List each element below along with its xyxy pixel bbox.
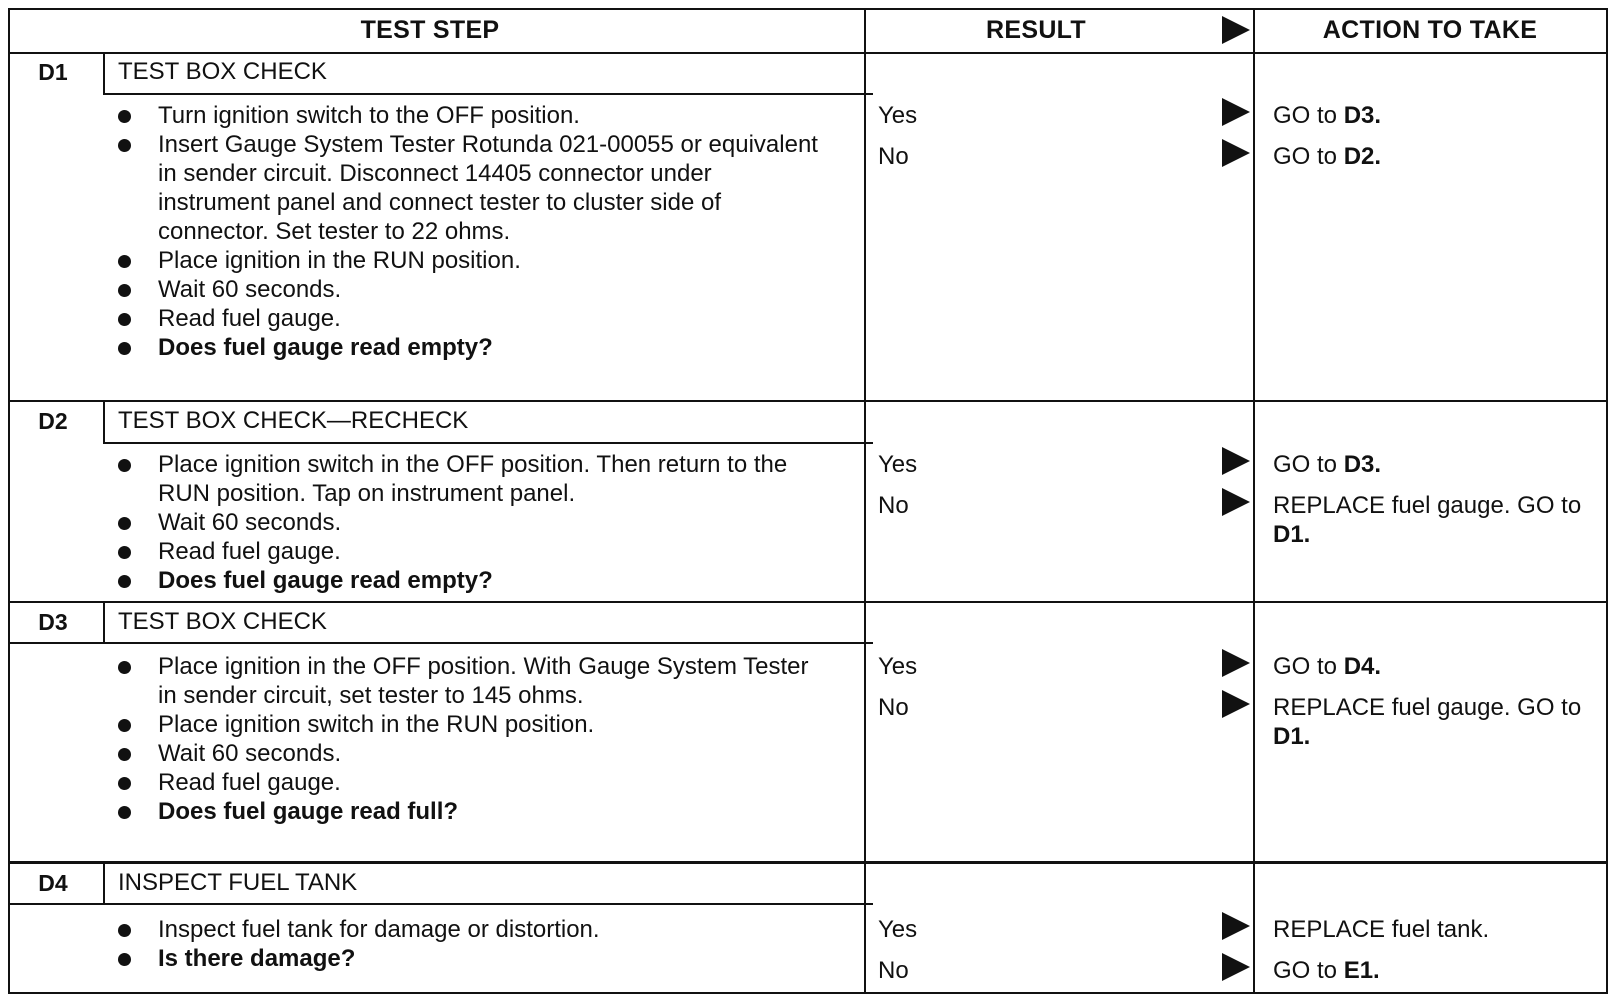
list-item: Place ignition in the OFF position. With Gauge System Tester in sender circuit, set tester to 145 ohms.: [110, 652, 830, 710]
step-code: D2: [38, 408, 68, 434]
action-yes: GO to D3.: [1273, 102, 1382, 129]
list-item: Inspect fuel tank for damage or distortion.: [110, 915, 830, 944]
step-code: D4: [38, 870, 68, 896]
action-no: REPLACE fuel gauge. GO to D1.: [1273, 694, 1582, 750]
step-code: D3: [38, 609, 68, 635]
arrow-icon: [1222, 488, 1250, 516]
step-title: TEST BOX CHECK—RECHECK: [118, 407, 469, 434]
list-item: Place ignition switch in the OFF position. Then return to the RUN position. Tap on instrument panel.: [110, 450, 830, 508]
step-code: D1: [38, 59, 68, 85]
arrow-icon: [1222, 912, 1250, 940]
list-item: Wait 60 seconds.: [110, 739, 830, 768]
step-instructions: [110, 915, 830, 973]
list-item: Read fuel gauge.: [110, 304, 830, 333]
arrow-icon: [1222, 953, 1250, 981]
result-no: No: [878, 143, 909, 170]
arrow-icon: [1222, 98, 1250, 126]
list-item: Insert Gauge System Tester Rotunda 021-00055 or equivalent in sender circuit. Disconnect 14405 connector under instrument panel and connect tester to cluster side of connector. Set tester to 22 ohms.: [110, 130, 830, 246]
result-yes: Yes: [878, 451, 918, 478]
step-question: Is there damage?: [110, 944, 830, 973]
step-title: TEST BOX CHECK: [118, 58, 327, 85]
step-question: Does fuel gauge read empty?: [110, 566, 830, 595]
action-no: REPLACE fuel gauge. GO to D1.: [1273, 492, 1582, 548]
arrow-icon: [1222, 690, 1250, 718]
list-item: Read fuel gauge.: [110, 537, 830, 566]
header-action: ACTION TO TAKE: [1322, 16, 1538, 44]
action-no: GO to E1.: [1273, 957, 1380, 984]
result-no: No: [878, 957, 909, 984]
list-item: Place ignition in the RUN position.: [110, 246, 830, 275]
list-item: Wait 60 seconds.: [110, 275, 830, 304]
arrow-icon: [1222, 447, 1250, 475]
list-item: Read fuel gauge.: [110, 768, 830, 797]
step-instructions: [110, 450, 830, 595]
result-yes: Yes: [878, 102, 918, 129]
arrow-icon: [1222, 16, 1250, 44]
step-question: Does fuel gauge read empty?: [110, 333, 830, 362]
step-title: TEST BOX CHECK: [118, 608, 327, 635]
arrow-icon: [1222, 649, 1250, 677]
result-yes: Yes: [878, 916, 918, 943]
action-yes: REPLACE fuel tank.: [1273, 916, 1490, 943]
header-result: RESULT: [986, 16, 1086, 44]
step-title: INSPECT FUEL TANK: [118, 869, 358, 896]
result-yes: Yes: [878, 653, 918, 680]
step-question: Does fuel gauge read full?: [110, 797, 830, 826]
step-instructions: [110, 101, 830, 362]
list-item: Wait 60 seconds.: [110, 508, 830, 537]
action-yes: GO to D4.: [1273, 653, 1382, 680]
list-item: Turn ignition switch to the OFF position.: [110, 101, 830, 130]
arrow-icon: [1222, 139, 1250, 167]
list-item: Place ignition switch in the RUN position.: [110, 710, 830, 739]
action-yes: GO to D3.: [1273, 451, 1382, 478]
result-no: No: [878, 492, 909, 519]
result-no: No: [878, 694, 909, 721]
action-no: GO to D2.: [1273, 143, 1382, 170]
header-test-step: TEST STEP: [360, 16, 500, 44]
step-instructions: [110, 652, 830, 826]
